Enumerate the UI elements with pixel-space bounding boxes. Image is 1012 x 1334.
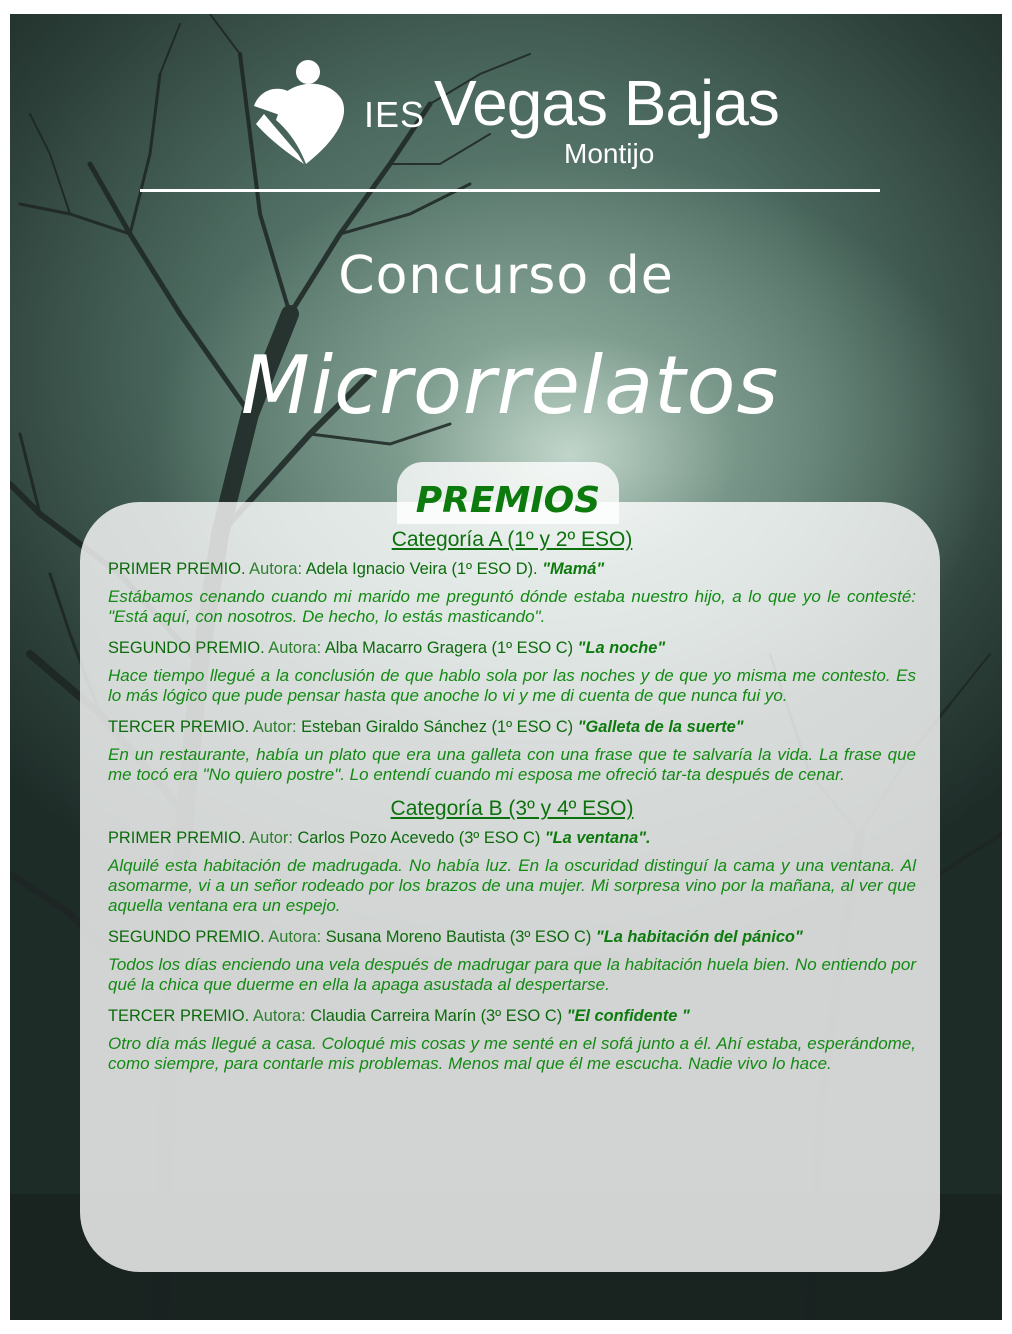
story-text: En un restaurante, había un plato que era una galleta con una frase que te salvaría la vida. La frase que me tocó era "No quiero postre". Lo entendí cuando mi esposa me ofreció tar-ta después de cenar. [108, 745, 916, 784]
title-line-2: Microrrelatos [240, 339, 780, 432]
prize-label: TERCER PREMIO. [108, 1007, 250, 1025]
story-text: Hace tiempo llegué a la conclusión de que hablo sola por las noches y de que yo misma me contesto. Es lo más lógico que pude pensar hasta que anoche lo vi y me di cuenta de que nunca fui yo. [108, 666, 916, 705]
title-line-1: Concurso de [338, 246, 674, 306]
school-name: Vegas Bajas [434, 67, 779, 139]
prize-entry [108, 639, 916, 658]
category-heading-a: Categoría A (1º y 2º ESO) [391, 528, 633, 551]
logo-prefix: IES [364, 94, 426, 135]
author-role: Autora: [252, 1007, 306, 1025]
author-role: Autora: [268, 928, 322, 946]
heart-people-logo-icon [246, 58, 356, 168]
author-role: Autora: [249, 560, 303, 578]
story-text: Alquilé esta habitación de madrugada. No había luz. En la oscuridad distinguí la cama y una ventana. Al asomarme, vi a un señor rodeado por los brazos de una mujer. Mi sorpresa vino por la mañana, al ver que aquella ventana era un espejo. [108, 856, 916, 915]
author-name: Carlos Pozo Acevedo (3º ESO C) [297, 829, 541, 847]
school-logo [246, 54, 779, 174]
prizes-content [108, 528, 916, 1086]
section-label: PREMIOS [415, 480, 601, 521]
prize-entry [108, 718, 916, 737]
prize-label: TERCER PREMIO. [108, 718, 250, 736]
author-role: Autor: [249, 829, 293, 847]
author-name: Adela Ignacio Veira (1º ESO D). [305, 560, 538, 578]
story-text: Estábamos cenando cuando mi marido me preguntó dónde estaba nuestro hijo, a lo que yo le contesté: "Está aquí, con nosotros. De hecho, lo estás masticando". [108, 587, 916, 626]
author-name: Claudia Carreira Marín (3º ESO C) [310, 1007, 563, 1025]
story-title: "La ventana". [544, 829, 651, 847]
prize-label: SEGUNDO PREMIO. [108, 928, 265, 946]
prize-entry [108, 829, 916, 848]
prize-entry [108, 560, 916, 579]
author-name: Esteban Giraldo Sánchez (1º ESO C) [301, 718, 574, 736]
author-role: Autor: [252, 718, 297, 736]
author-name: Susana Moreno Bautista (3º ESO C) [325, 928, 592, 946]
author-role: Autora: [268, 639, 322, 657]
prize-entry [108, 928, 916, 947]
prize-label: PRIMER PREMIO. [108, 560, 246, 578]
school-city: Montijo [564, 138, 655, 169]
story-title: "Galleta de la suerte" [577, 718, 744, 736]
author-name: Alba Macarro Gragera (1º ESO C) [324, 639, 574, 657]
story-title: "Mamá" [542, 560, 605, 578]
category-heading-b: Categoría B (3º y 4º ESO) [390, 797, 634, 820]
prize-label: SEGUNDO PREMIO. [108, 639, 265, 657]
story-title: "La noche" [577, 639, 666, 657]
story-text: Otro día más llegué a casa. Coloqué mis cosas y me senté en el sofá junto a él. Ahí estaba, esperándome, como siempre, para contarle mis problemas. Menos mal que él me escucha. Nadie vivo lo hace. [108, 1034, 916, 1073]
divider-line [140, 189, 880, 192]
story-title: "El confidente " [566, 1007, 690, 1025]
story-text: Todos los días enciendo una vela después de madrugar para que la habitación huela bien. No entiendo por qué la chica que duerme en ella la apaga asustada al despertarse. [108, 955, 916, 994]
prize-label: PRIMER PREMIO. [108, 829, 246, 847]
story-title: "La habitación del pánico" [595, 928, 803, 946]
poster-background [10, 14, 1002, 1320]
prize-entry [108, 1007, 916, 1026]
